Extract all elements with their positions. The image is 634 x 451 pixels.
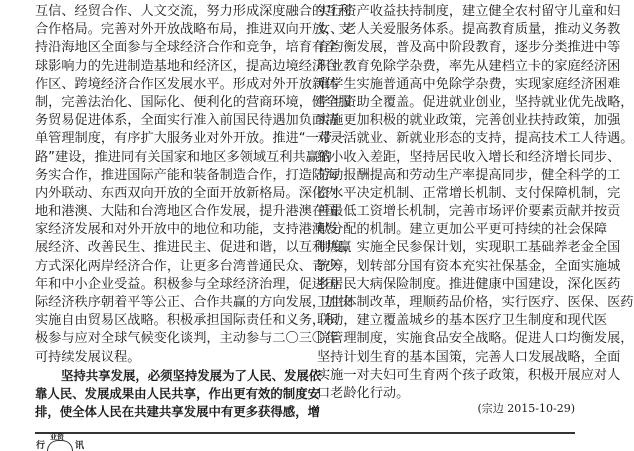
left-column	[35, 3, 352, 421]
text-line: 方式深化两岸经济合作，让更多台湾普通民众、青少	[35, 258, 339, 274]
source-date-note: (宗边 2015-10-29)	[477, 402, 575, 415]
text-line: 善最低工资增长机制，完善市场评价要素贡献并按贡	[317, 204, 621, 220]
text-line: 务实合作，推进国际产能和装备制造合作，打造陆海	[35, 167, 339, 183]
text-line: 对灵活就业、新就业形态的支持，提高技术工人待遇。	[317, 131, 634, 147]
text-line: 献分配的机制。建立更加公平更可持续的社会保障	[317, 222, 608, 238]
bold-paragraph-line: 靠人民、发展成果由人民共享，作出更有效的制度安	[35, 385, 320, 401]
text-line: 实施一对夫妇可生育两个孩子政策，积极开展应对人	[317, 367, 621, 383]
text-line: 院管理制度，实施食品安全战略。促进人口均衡发展，	[317, 331, 634, 347]
text-line: 作区、跨境经济合作区发展水平。形成对外开放新体	[35, 76, 339, 92]
text-line: 合作格局。完善对外开放战略布局，推进双向开放，支	[35, 22, 352, 38]
globe-icon	[47, 433, 73, 451]
text-line: 持沿海地区全面参与全球经济合作和竞争，培育有全	[35, 40, 339, 56]
logo-char-right: 讯	[75, 441, 85, 451]
text-line: 实施自由贸易区战略。积极承担国际责任和义务，积	[35, 313, 339, 329]
text-line: 劳动报酬提高和劳动生产率提高同步，健全科学的工	[317, 167, 621, 183]
text-line: 口老龄化行动。	[317, 385, 410, 401]
text-line: 互信、经贸合作、人文交流，努力形成深度融合的互利	[35, 4, 352, 19]
text-line: 地和港澳、大陆和台湾地区合作发展，提升港澳在国	[35, 204, 339, 220]
text-line: 球影响力的先进制造基地和经济区，提高边境经济合	[35, 58, 339, 74]
text-line: 年和中小企业受益。积极参与全球经济治理，促进国	[35, 276, 339, 292]
logo-char-top: 业资	[50, 433, 65, 441]
text-line: 务贸易促进体系，全面实行准入前国民待遇加负面清	[35, 113, 339, 129]
text-line: 缩小收入差距，坚持居民收入增长和经济增长同步、	[317, 149, 621, 165]
logo-char-left: 行	[36, 441, 46, 451]
text-line: 统筹，划转部分国有资本充实社保基金，全面实施城	[317, 258, 621, 274]
text-line: 育均衡发展，普及高中阶段教育，逐步分类推进中等	[317, 40, 621, 56]
text-line: 实行资产收益扶持制度，建立健全农村留守儿童和妇	[317, 4, 621, 19]
text-line: 可持续发展议程。	[35, 349, 141, 365]
right-column	[317, 3, 634, 403]
text-line: 乡居民大病保险制度。推进健康中国建设，深化医药	[317, 276, 621, 292]
bold-paragraph-line: 排，使全体人民在共建共享发展中有更多获得感，增	[35, 404, 320, 420]
text-line: 职业教育免除学杂费，率先从建档立卡的家庭经济困	[317, 58, 621, 74]
text-line: 路”建设，推进同有关国家和地区多领域互利共赢的	[35, 149, 332, 165]
text-line: 学生资助全覆盖。促进就业创业，坚持就业优先战略，	[317, 94, 634, 110]
text-line: 制度，实施全民参保计划，实现职工基础养老金全国	[317, 240, 621, 256]
text-line: 资水平决定机制、正常增长机制、支付保障机制，完	[317, 185, 621, 201]
footer-divider	[35, 432, 575, 434]
text-line: 坚持计划生育的基本国策，完善人口发展战略，全面	[317, 349, 621, 365]
text-line: 极参与应对全球气候变化谈判，主动参与二〇三〇年	[35, 331, 339, 347]
text-line: 卫生体制改革，理顺药品价格，实行医疗、医保、医药	[317, 295, 634, 310]
bold-paragraph-line: 坚持共享发展，必须坚持发展为了人民、发展依	[61, 367, 322, 383]
text-line: 难学生实施普通高中免除学杂费，实现家庭经济困难	[317, 76, 621, 92]
text-line: 内外联动、东西双向开放的全面开放新格局。深化内	[35, 185, 339, 201]
text-line: 女、老人关爱服务体系。提高教育质量，推动义务教	[317, 22, 621, 38]
text-line: 展经济、改善民生、推进民主、促进和谐，以互利共赢	[35, 240, 352, 256]
text-line: 制，完善法治化、国际化、便利化的营商环境，健全服	[35, 94, 352, 110]
text-line: 实施更加积极的就业政策，完善创业扶持政策，加强	[317, 113, 621, 129]
text-line: 单管理制度，有序扩大服务业对外开放。推进“一带一	[35, 131, 346, 147]
text-line: 联动，建立覆盖城乡的基本医疗卫生制度和现代医	[317, 313, 608, 329]
footer-logo	[36, 433, 85, 451]
text-line: 家经济发展和对外开放中的地位和功能，支持港澳发	[35, 222, 339, 238]
text-line: 际经济秩序朝着平等公正、合作共赢的方向发展，加快	[35, 295, 352, 310]
